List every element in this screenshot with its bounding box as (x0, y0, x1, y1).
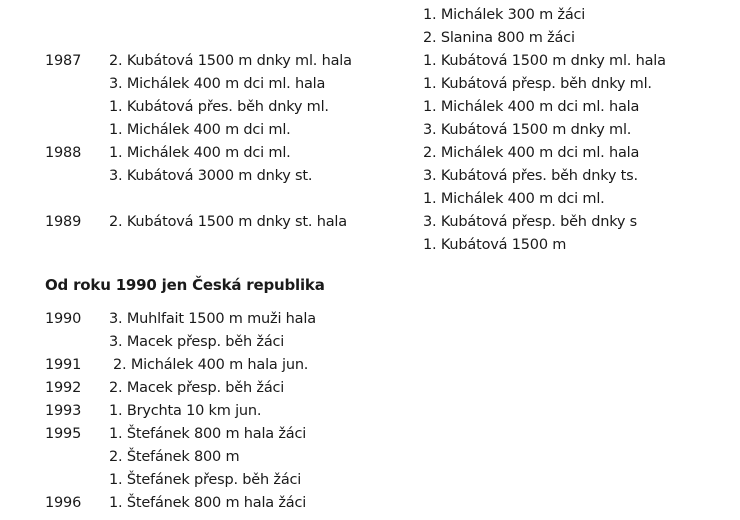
result-line: 2. Michálek 400 m hala jun. (113, 357, 309, 373)
year-label: 1992 (45, 380, 82, 396)
result-line: 2. Kubátová 1500 m dnky ml. hala (109, 53, 352, 69)
result-line: 1. Štefánek přesp. běh žáci (109, 472, 302, 488)
result-line: 1. Kubátová přesp. běh dnky ml. (423, 76, 652, 92)
result-line: 1. Michálek 400 m dci ml. hala (423, 99, 640, 115)
year-label: 1990 (45, 311, 82, 327)
year-label: 1989 (45, 214, 82, 230)
result-line: 2. Michálek 400 m dci ml. hala (423, 145, 640, 161)
result-line: 3. Muhlfait 1500 m muži hala (109, 311, 316, 327)
result-line: 3. Kubátová 1500 m dnky ml. (423, 122, 632, 138)
result-line: 1. Štefánek 800 m hala žáci (109, 426, 307, 442)
section-heading: Od roku 1990 jen Česká republika (45, 276, 325, 294)
result-line: 1. Kubátová 1500 m (423, 237, 567, 253)
result-line: 1. Michálek 400 m dci ml. (109, 145, 291, 161)
result-line: 2. Štefánek 800 m (109, 449, 240, 465)
result-line: 1. Brychta 10 km jun. (109, 403, 262, 419)
year-label: 1993 (45, 403, 82, 419)
result-line: 1. Michálek 300 m žáci (423, 7, 586, 23)
result-line: 1. Kubátová přes. běh dnky ml. (109, 99, 329, 115)
year-label: 1987 (45, 53, 82, 69)
result-line: 3. Michálek 400 m dci ml. hala (109, 76, 326, 92)
result-line: 2. Macek přesp. běh žáci (109, 380, 285, 396)
result-line: 3. Macek přesp. běh žáci (109, 334, 285, 350)
result-line: 3. Kubátová přesp. běh dnky s (423, 214, 638, 230)
result-line: 1. Michálek 400 m dci ml. (109, 122, 291, 138)
year-label: 1996 (45, 495, 82, 511)
year-label: 1988 (45, 145, 82, 161)
result-line: 1. Štefánek 800 m hala žáci (109, 495, 307, 511)
result-line: 1. Michálek 400 m dci ml. (423, 191, 605, 207)
year-label: 1995 (45, 426, 82, 442)
result-line: 2. Slanina 800 m žáci (423, 30, 575, 46)
year-label: 1991 (45, 357, 82, 373)
result-line: 1. Kubátová 1500 m dnky ml. hala (423, 53, 666, 69)
result-line: 3. Kubátová 3000 m dnky st. (109, 168, 313, 184)
result-line: 3. Kubátová přes. běh dnky ts. (423, 168, 638, 184)
result-line: 2. Kubátová 1500 m dnky st. hala (109, 214, 347, 230)
